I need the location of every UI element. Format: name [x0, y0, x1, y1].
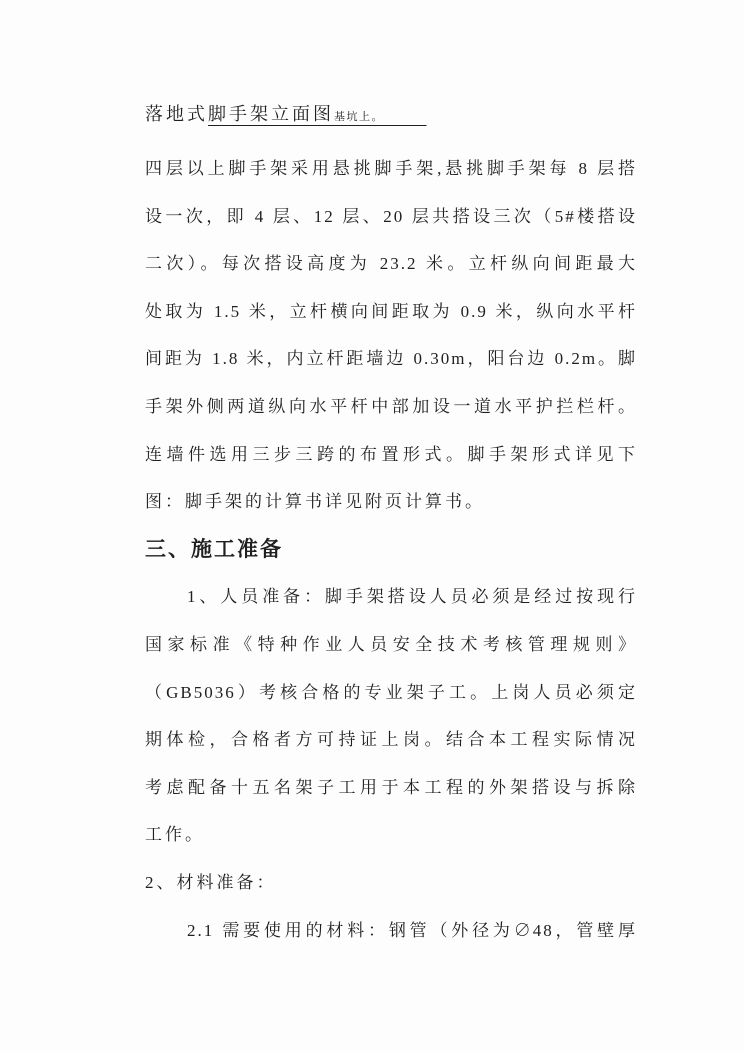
- paragraph-scaffold-line: 间距为 1.8 米，内立杆距墙边 0.30m，阳台边 0.2m。脚: [145, 349, 637, 369]
- caption-underlined-group: [208, 104, 427, 124]
- paragraph-scaffold-line: 图：脚手架的计算书详见附页计算书。: [145, 492, 485, 512]
- paragraph-scaffold-line: 处取为 1.5 米，立杆横向间距取为 0.9 米，纵向水平杆: [145, 301, 637, 321]
- caption-prefix: 落地式: [145, 104, 208, 124]
- page-content: [145, 94, 637, 954]
- caption-annotation: 基坑上。: [334, 111, 384, 123]
- section-heading-preparation: 三、施工准备: [145, 536, 283, 561]
- paragraph-personnel-line: 考虑配备十五名架子工用于本工程的外架搭设与拆除: [145, 777, 637, 797]
- paragraph-personnel-line: 1、人员准备：脚手架搭设人员必须是经过按现行: [187, 587, 637, 607]
- paragraph-scaffold-line: 设一次，即 4 层、12 层、20 层共搭设三次（5#楼搭设: [145, 206, 637, 226]
- paragraph-personnel-line: 国家标准《特种作业人员安全技术考核管理规则》: [145, 634, 637, 654]
- paragraph-scaffold-line: 二次）。每次搭设高度为 23.2 米。立杆纵向间距最大: [145, 254, 637, 274]
- figure-caption: [145, 94, 637, 137]
- paragraph-personnel-line: （GB5036）考核合格的专业架子工。上岗人员必须定: [145, 682, 637, 702]
- paragraph-personnel-line: 工作。: [145, 825, 205, 845]
- caption-underline-tail: [384, 111, 427, 123]
- caption-underlined-text: 脚手架立面图: [208, 104, 334, 124]
- line-materials-heading: 2、材料准备：: [145, 872, 277, 892]
- paragraph-scaffold-line: 手架外侧两道纵向水平杆中部加设一道水平护拦栏杆。: [145, 396, 637, 416]
- paragraph-scaffold-line: 连墙件选用三步三跨的布置形式。脚手架形式详见下: [145, 444, 637, 464]
- paragraph-personnel-line: 期体检，合格者方可持证上岗。结合本工程实际情况: [145, 730, 637, 750]
- line-materials-detail: 2.1 需要使用的材料：钢管（外径为∅48，管壁厚: [187, 920, 637, 940]
- paragraph-scaffold-line: 四层以上脚手架采用悬挑脚手架,悬挑脚手架每 8 层搭: [145, 159, 637, 178]
